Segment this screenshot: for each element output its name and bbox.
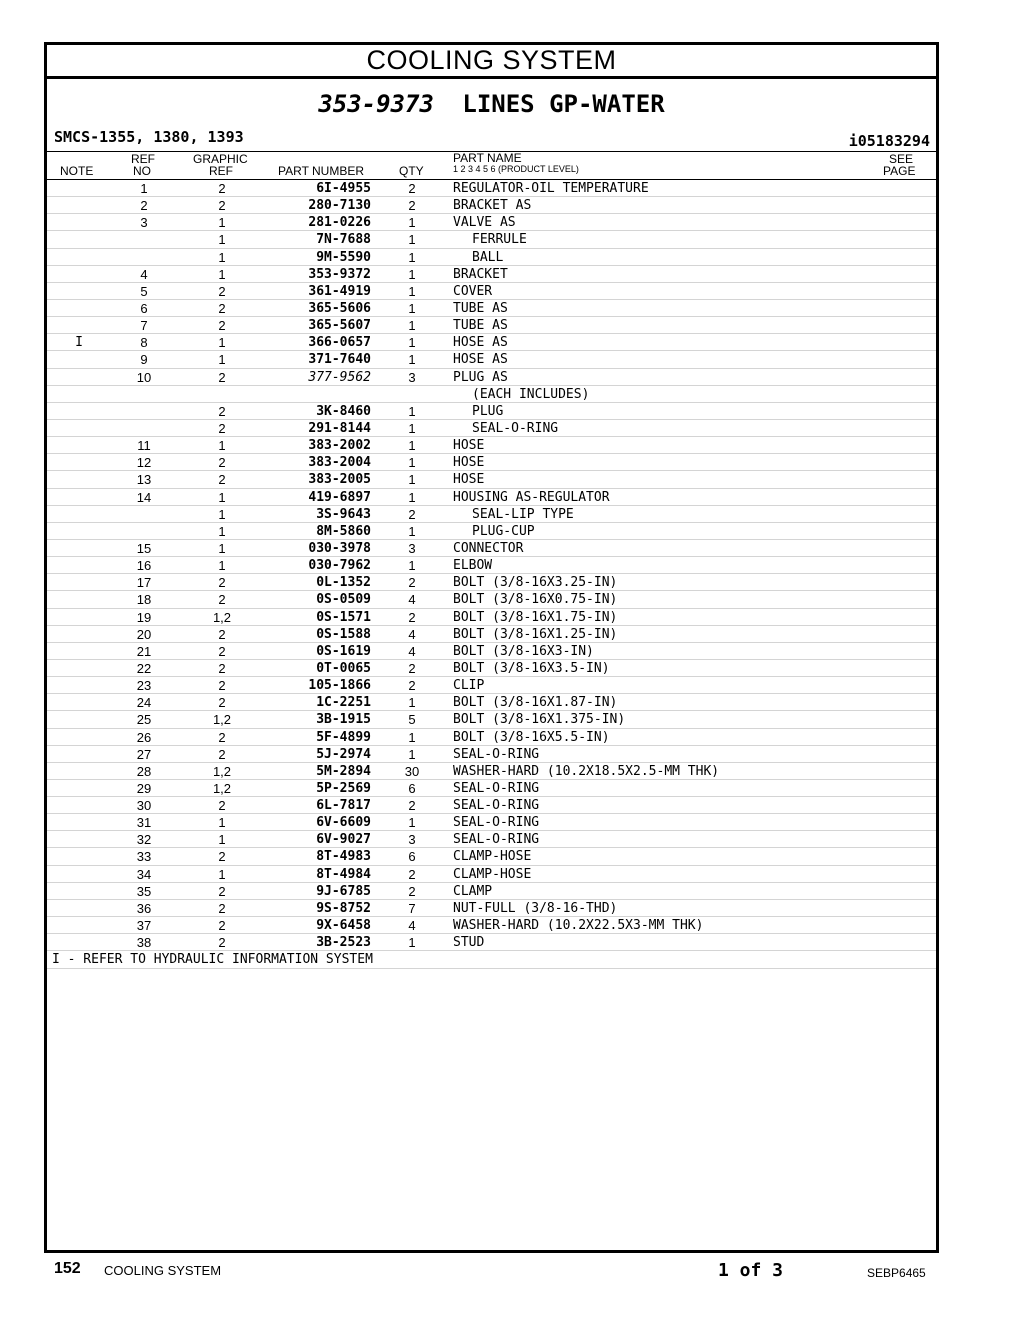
part-number-cell: 366-0657 <box>308 335 371 351</box>
table-row <box>47 626 936 643</box>
part-name-cell: HOUSING AS-REGULATOR <box>453 489 610 505</box>
table-row <box>47 386 936 403</box>
part-name-cell: SEAL-O-RING <box>472 420 559 436</box>
part-number-cell: 5J-2974 <box>316 746 371 762</box>
table-row <box>47 677 936 694</box>
part-number-cell: 6V-6609 <box>316 815 371 831</box>
qty-cell: 1 <box>408 300 416 316</box>
part-name-cell: SEAL-O-RING <box>453 798 540 814</box>
table-row <box>47 180 936 197</box>
graphic-ref-cell: 1 <box>218 558 226 574</box>
graphic-ref-cell: 2 <box>218 198 226 214</box>
part-name-cell: NUT-FULL (3/8-16-THD) <box>453 900 618 916</box>
ref-no-cell: 8 <box>140 335 148 351</box>
note-cell: I <box>75 335 83 351</box>
footer-doc-id: SEBP6465 <box>867 1266 926 1280</box>
graphic-ref-cell: 1 <box>218 438 226 454</box>
part-number-cell: 3K-8460 <box>316 403 371 419</box>
part-number-cell: 105-1866 <box>308 678 371 694</box>
part-name-cell: SEAL-O-RING <box>453 746 540 762</box>
illustration-id: i05183294 <box>848 132 930 150</box>
part-name-cell: HOSE <box>453 455 485 471</box>
qty-cell: 4 <box>408 643 416 659</box>
part-number-cell: 377-9562 <box>308 369 371 385</box>
part-number-cell: 419-6897 <box>308 489 371 505</box>
graphic-ref-cell: 2 <box>218 678 226 694</box>
ref-no-cell: 37 <box>136 918 152 934</box>
parts-page-frame <box>44 42 939 1253</box>
section-title: COOLING SYSTEM <box>47 45 936 79</box>
part-name-cell: BOLT (3/8-16X3-IN) <box>453 643 594 659</box>
qty-cell: 1 <box>408 232 416 248</box>
part-name-cell: BOLT (3/8-16X3.25-IN) <box>453 575 618 591</box>
qty-cell: 1 <box>408 729 416 745</box>
part-name-cell: SEAL-O-RING <box>453 815 540 831</box>
table-row <box>47 763 936 780</box>
part-number-cell: 9J-6785 <box>316 883 371 899</box>
table-row <box>47 266 936 283</box>
graphic-ref-cell: 2 <box>218 181 226 196</box>
part-name-cell: ELBOW <box>453 558 493 574</box>
qty-cell: 2 <box>408 660 416 676</box>
qty-cell: 6 <box>408 780 416 796</box>
table-row <box>47 591 936 608</box>
table-row <box>47 831 936 848</box>
group-part-number: 353-9373 <box>318 90 434 118</box>
header-part-number: PART NUMBER <box>278 164 365 178</box>
graphic-ref-cell: 1,2 <box>212 712 232 728</box>
part-number-cell: 291-8144 <box>308 420 371 436</box>
table-row <box>47 437 936 454</box>
qty-cell: 3 <box>408 540 416 556</box>
ref-no-cell: 26 <box>136 729 152 745</box>
qty-cell: 7 <box>408 900 416 916</box>
qty-cell: 2 <box>408 181 416 196</box>
table-row <box>47 197 936 214</box>
part-name-cell: PLUG <box>472 403 504 419</box>
part-name-cell: HOSE <box>453 472 485 488</box>
table-row <box>47 814 936 831</box>
qty-cell: 4 <box>408 918 416 934</box>
part-name-cell: VALVE AS <box>453 215 516 231</box>
ref-no-cell: 18 <box>136 592 152 608</box>
ref-no-cell: 31 <box>136 815 152 831</box>
part-number-cell: 6I-4955 <box>316 181 371 196</box>
ref-no-cell: 23 <box>136 678 152 694</box>
table-row <box>47 883 936 900</box>
table-row <box>47 283 936 300</box>
part-name-cell: FERRULE <box>472 232 527 248</box>
part-name-cell: PLUG AS <box>453 369 508 385</box>
part-number-cell: 3B-2523 <box>316 935 371 951</box>
table-row <box>47 420 936 437</box>
part-name-cell: CLAMP-HOSE <box>453 866 532 882</box>
part-name-cell: BOLT (3/8-16X1.375-IN) <box>453 712 626 728</box>
table-row <box>47 471 936 488</box>
qty-cell: 4 <box>408 626 416 642</box>
group-name: LINES GP-WATER <box>462 90 665 118</box>
ref-no-cell: 38 <box>136 935 152 951</box>
graphic-ref-cell: 2 <box>218 729 226 745</box>
footnote: I - REFER TO HYDRAULIC INFORMATION SYSTEM <box>47 951 936 969</box>
qty-cell: 1 <box>408 935 416 951</box>
graphic-ref-cell: 1 <box>218 832 226 848</box>
ref-no-cell: 16 <box>136 558 152 574</box>
graphic-ref-cell: 2 <box>218 798 226 814</box>
ref-no-cell: 6 <box>140 300 148 316</box>
part-name-cell: BOLT (3/8-16X1.25-IN) <box>453 626 618 642</box>
qty-cell: 2 <box>408 883 416 899</box>
part-number-cell: 383-2004 <box>308 455 371 471</box>
qty-cell: 1 <box>408 695 416 711</box>
graphic-ref-cell: 2 <box>218 369 226 385</box>
part-name-cell: (EACH INCLUDES) <box>472 386 590 402</box>
graphic-ref-cell: 2 <box>218 300 226 316</box>
graphic-ref-cell: 2 <box>218 472 226 488</box>
part-name-cell: HOSE <box>453 438 485 454</box>
ref-no-cell: 29 <box>136 780 152 796</box>
table-row <box>47 351 936 368</box>
qty-cell: 1 <box>408 283 416 299</box>
graphic-ref-cell: 1 <box>218 540 226 556</box>
part-number-cell: 8M-5860 <box>316 523 371 539</box>
qty-cell: 1 <box>408 266 416 282</box>
graphic-ref-cell: 2 <box>218 420 226 436</box>
header-graphic-bottom: REF <box>209 164 233 178</box>
header-ref-top: REF <box>131 152 155 166</box>
part-number-cell: 9X-6458 <box>316 918 371 934</box>
header-graphic-top: GRAPHIC <box>193 152 248 166</box>
part-name-cell: CONNECTOR <box>453 540 524 556</box>
qty-cell: 6 <box>408 849 416 865</box>
graphic-ref-cell: 1,2 <box>212 609 232 625</box>
graphic-ref-cell: 2 <box>218 455 226 471</box>
part-number-cell: 361-4919 <box>308 283 371 299</box>
graphic-ref-cell: 1 <box>218 352 226 368</box>
table-row <box>47 334 936 351</box>
table-row <box>47 729 936 746</box>
qty-cell: 1 <box>408 403 416 419</box>
qty-cell: 2 <box>408 198 416 214</box>
part-name-cell: SEAL-O-RING <box>453 832 540 848</box>
part-name-cell: CLAMP <box>453 883 493 899</box>
table-row <box>47 523 936 540</box>
part-name-cell: STUD <box>453 935 485 951</box>
graphic-ref-cell: 2 <box>218 695 226 711</box>
part-name-cell: TUBE AS <box>453 300 508 316</box>
ref-no-cell: 34 <box>136 866 152 882</box>
part-name-cell: WASHER-HARD (10.2X22.5X3-MM THK) <box>453 918 704 934</box>
qty-cell: 1 <box>408 472 416 488</box>
table-row <box>47 300 936 317</box>
table-row <box>47 506 936 523</box>
qty-cell: 2 <box>408 798 416 814</box>
part-number-cell: 9S-8752 <box>316 900 371 916</box>
graphic-ref-cell: 2 <box>218 660 226 676</box>
smcs-codes: SMCS-1355, 1380, 1393 <box>54 128 244 146</box>
part-number-cell: 1C-2251 <box>316 695 371 711</box>
part-name-cell: BALL <box>472 249 504 265</box>
graphic-ref-cell: 1 <box>218 506 226 522</box>
qty-cell: 1 <box>408 249 416 265</box>
qty-cell: 1 <box>408 318 416 334</box>
ref-no-cell: 12 <box>136 455 152 471</box>
graphic-ref-cell: 1 <box>218 489 226 505</box>
ref-no-cell: 21 <box>136 643 152 659</box>
qty-cell: 2 <box>408 866 416 882</box>
ref-no-cell: 28 <box>136 763 152 779</box>
table-row <box>47 848 936 865</box>
footer-page-of: 1 of 3 <box>718 1260 784 1281</box>
qty-cell: 1 <box>408 489 416 505</box>
table-row <box>47 403 936 420</box>
part-name-cell: HOSE AS <box>453 335 508 351</box>
table-row <box>47 609 936 626</box>
graphic-ref-cell: 2 <box>218 283 226 299</box>
table-row <box>47 866 936 883</box>
graphic-ref-cell: 2 <box>218 900 226 916</box>
part-name-cell: PLUG-CUP <box>472 523 535 539</box>
ref-no-cell: 7 <box>140 318 148 334</box>
ref-no-cell: 9 <box>140 352 148 368</box>
part-number-cell: 383-2005 <box>308 472 371 488</box>
graphic-ref-cell: 2 <box>218 318 226 334</box>
ref-no-cell: 30 <box>136 798 152 814</box>
ref-no-cell: 2 <box>140 198 148 214</box>
part-number-cell: 0S-1588 <box>316 626 371 642</box>
table-row <box>47 231 936 248</box>
table-row <box>47 643 936 660</box>
part-number-cell: 0S-0509 <box>316 592 371 608</box>
graphic-ref-cell: 1 <box>218 249 226 265</box>
part-number-cell: 8T-4983 <box>316 849 371 865</box>
footer-section: COOLING SYSTEM <box>104 1263 222 1278</box>
ref-no-cell: 22 <box>136 660 152 676</box>
ref-no-cell: 27 <box>136 746 152 762</box>
qty-cell: 4 <box>408 592 416 608</box>
qty-cell: 3 <box>408 369 416 385</box>
table-row <box>47 489 936 506</box>
graphic-ref-cell: 1 <box>218 215 226 231</box>
part-name-cell: SEAL-LIP TYPE <box>472 506 574 522</box>
graphic-ref-cell: 2 <box>218 592 226 608</box>
qty-cell: 2 <box>408 678 416 694</box>
table-row <box>47 917 936 934</box>
table-row <box>47 369 936 386</box>
ref-no-cell: 11 <box>137 438 151 454</box>
group-title <box>47 79 936 123</box>
part-number-cell: 6L-7817 <box>316 798 371 814</box>
part-number-cell: 0S-1619 <box>316 643 371 659</box>
part-name-cell: BOLT (3/8-16X1.75-IN) <box>453 609 618 625</box>
graphic-ref-cell: 1,2 <box>212 780 232 796</box>
ref-no-cell: 3 <box>140 215 148 231</box>
graphic-ref-cell: 1,2 <box>212 763 232 779</box>
header-qty: QTY <box>399 164 424 178</box>
part-name-cell: CLIP <box>453 678 485 694</box>
part-number-cell: 8T-4984 <box>316 866 371 882</box>
table-row <box>47 317 936 334</box>
part-name-cell: HOSE AS <box>453 352 508 368</box>
ref-no-cell: 32 <box>136 832 152 848</box>
graphic-ref-cell: 1 <box>218 815 226 831</box>
header-product-levels: 1 2 3 4 5 6 (PRODUCT LEVEL) <box>453 164 579 174</box>
header-see-top: SEE <box>889 152 914 166</box>
ref-no-cell: 24 <box>136 695 152 711</box>
qty-cell: 1 <box>408 352 416 368</box>
ref-no-cell: 33 <box>136 849 152 865</box>
table-row <box>47 557 936 574</box>
table-row <box>47 694 936 711</box>
ref-no-cell: 10 <box>136 369 152 385</box>
part-name-cell: REGULATOR-OIL TEMPERATURE <box>453 181 649 196</box>
header-see-bottom: PAGE <box>883 164 916 178</box>
graphic-ref-cell: 2 <box>218 403 226 419</box>
table-row <box>47 780 936 797</box>
part-number-cell: 3S-9643 <box>316 506 371 522</box>
part-name-cell: SEAL-O-RING <box>453 780 540 796</box>
part-number-cell: 5F-4899 <box>316 729 371 745</box>
smcs-row <box>47 123 936 152</box>
part-name-cell: BOLT (3/8-16X5.5-IN) <box>453 729 610 745</box>
graphic-ref-cell: 2 <box>218 918 226 934</box>
table-header <box>47 152 936 180</box>
table-row <box>47 797 936 814</box>
part-number-cell: 353-9372 <box>308 266 371 282</box>
qty-cell: 1 <box>408 523 416 539</box>
table-row <box>47 934 936 951</box>
part-name-cell: BOLT (3/8-16X1.87-IN) <box>453 695 618 711</box>
table-row <box>47 249 936 266</box>
ref-no-cell: 35 <box>136 883 152 899</box>
part-number-cell: 281-0226 <box>308 215 371 231</box>
qty-cell: 2 <box>408 575 416 591</box>
qty-cell: 1 <box>408 455 416 471</box>
part-name-cell: BOLT (3/8-16X3.5-IN) <box>453 660 610 676</box>
part-name-cell: TUBE AS <box>453 318 508 334</box>
part-number-cell: 0S-1571 <box>316 609 371 625</box>
header-ref-bottom: NO <box>133 164 151 178</box>
ref-no-cell: 13 <box>136 472 152 488</box>
part-name-cell: BRACKET <box>453 266 508 282</box>
parts-table-body <box>47 180 936 951</box>
part-number-cell: 030-3978 <box>308 540 371 556</box>
graphic-ref-cell: 1 <box>218 266 226 282</box>
qty-cell: 1 <box>408 815 416 831</box>
part-name-cell: WASHER-HARD (10.2X18.5X2.5-MM THK) <box>453 763 720 779</box>
graphic-ref-cell: 2 <box>218 849 226 865</box>
table-row <box>47 454 936 471</box>
graphic-ref-cell: 2 <box>218 575 226 591</box>
graphic-ref-cell: 2 <box>218 935 226 951</box>
part-number-cell: 383-2002 <box>308 438 371 454</box>
graphic-ref-cell: 2 <box>218 643 226 659</box>
part-number-cell: 5M-2894 <box>316 763 371 779</box>
table-row <box>47 900 936 917</box>
table-row <box>47 540 936 557</box>
part-number-cell: 7N-7688 <box>316 232 371 248</box>
part-number-cell: 5P-2569 <box>316 780 371 796</box>
part-name-cell: BRACKET AS <box>453 198 532 214</box>
graphic-ref-cell: 2 <box>218 883 226 899</box>
qty-cell: 5 <box>408 712 416 728</box>
ref-no-cell: 4 <box>140 266 148 282</box>
qty-cell: 3 <box>408 832 416 848</box>
qty-cell: 1 <box>408 438 416 454</box>
header-part-name: PART NAME <box>453 151 522 165</box>
qty-cell: 30 <box>404 763 420 779</box>
qty-cell: 1 <box>408 215 416 231</box>
part-number-cell: 0L-1352 <box>316 575 371 591</box>
graphic-ref-cell: 1 <box>218 232 226 248</box>
table-row <box>47 660 936 677</box>
qty-cell: 2 <box>408 506 416 522</box>
ref-no-cell: 17 <box>136 575 152 591</box>
ref-no-cell: 19 <box>136 609 152 625</box>
graphic-ref-cell: 1 <box>218 866 226 882</box>
part-number-cell: 6V-9027 <box>316 832 371 848</box>
part-number-cell: 280-7130 <box>308 198 371 214</box>
qty-cell: 1 <box>408 558 416 574</box>
part-number-cell: 365-5607 <box>308 318 371 334</box>
table-row <box>47 214 936 231</box>
table-row <box>47 574 936 591</box>
part-number-cell: 030-7962 <box>308 558 371 574</box>
qty-cell: 1 <box>408 746 416 762</box>
ref-no-cell: 15 <box>136 540 152 556</box>
part-name-cell: CLAMP-HOSE <box>453 849 532 865</box>
graphic-ref-cell: 1 <box>218 335 226 351</box>
ref-no-cell: 1 <box>140 181 148 196</box>
ref-no-cell: 5 <box>140 283 148 299</box>
table-row <box>47 746 936 763</box>
part-number-cell: 9M-5590 <box>316 249 371 265</box>
qty-cell: 1 <box>408 335 416 351</box>
part-number-cell: 371-7640 <box>308 352 371 368</box>
table-row <box>47 711 936 728</box>
footer-page-number: 152 <box>54 1260 81 1277</box>
graphic-ref-cell: 1 <box>218 523 226 539</box>
ref-no-cell: 36 <box>136 900 152 916</box>
part-name-cell: BOLT (3/8-16X0.75-IN) <box>453 592 618 608</box>
part-number-cell: 365-5606 <box>308 300 371 316</box>
ref-no-cell: 25 <box>136 712 152 728</box>
part-number-cell: 3B-1915 <box>316 712 371 728</box>
graphic-ref-cell: 2 <box>218 626 226 642</box>
ref-no-cell: 14 <box>136 489 152 505</box>
qty-cell: 1 <box>408 420 416 436</box>
graphic-ref-cell: 2 <box>218 746 226 762</box>
part-number-cell: 0T-0065 <box>316 660 371 676</box>
part-name-cell: COVER <box>453 283 493 299</box>
ref-no-cell: 20 <box>136 626 152 642</box>
qty-cell: 2 <box>408 609 416 625</box>
header-note: NOTE <box>60 164 94 178</box>
